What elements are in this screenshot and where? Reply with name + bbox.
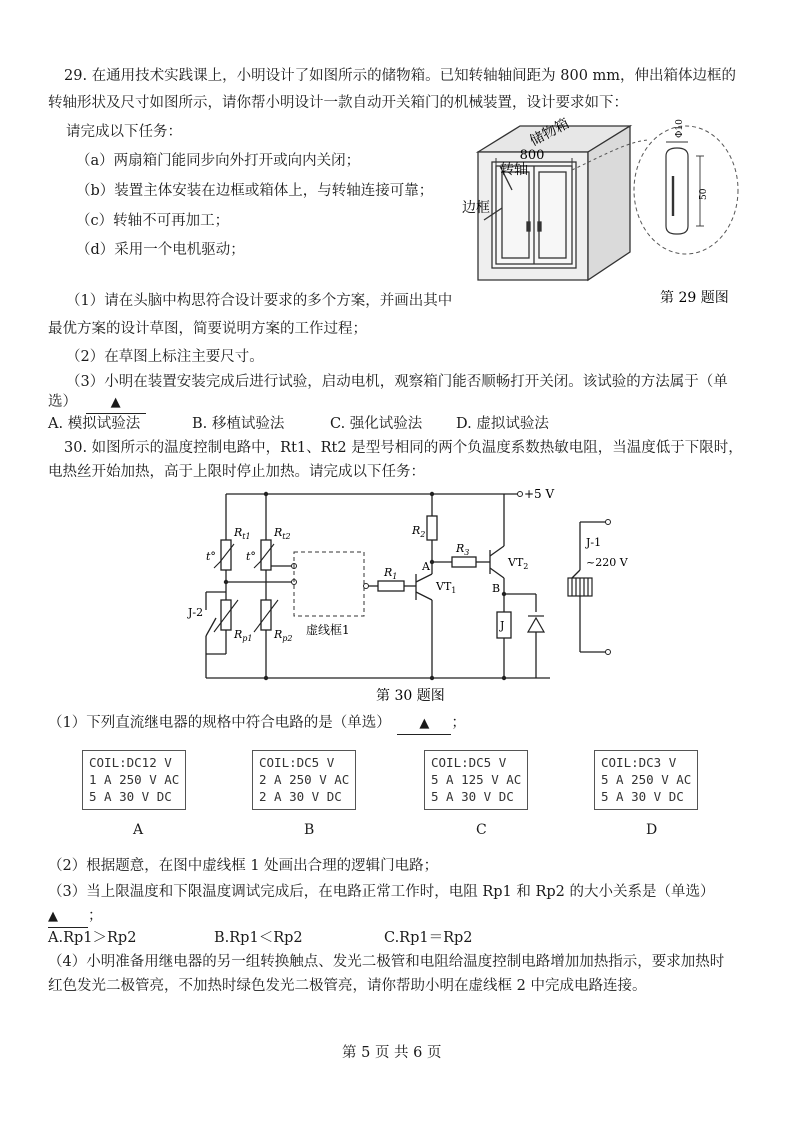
dim-50: 50 (699, 188, 709, 200)
dim-800: 800 (519, 148, 545, 163)
node-a-label: A (422, 560, 430, 573)
t-mark-1: t° (206, 550, 216, 563)
relay-letter-b: B (304, 822, 315, 838)
relay-spec-a: COIL:DC12 V 1 A 250 V AC 5 A 30 V DC (82, 750, 186, 810)
answer-blank: ▲ (86, 393, 146, 414)
rt2-label: $R_{t2}$ (274, 526, 291, 541)
shaft-detail (666, 142, 704, 234)
q30-line1: 30. 如图所示的温度控制电路中，Rt1、Rt2 是型号相同的两个负温度系数热敏电阻，当温度低于下限时， (64, 440, 743, 456)
r1-label: $R_1$ (384, 566, 398, 581)
q29-task3-line2: 选） ▲ (48, 392, 146, 414)
j1-label: J-1 (586, 536, 602, 549)
fig29-caption: 第 29 题图 (660, 290, 729, 306)
q30-task4-line1: （4）小明准备用继电器的另一组转换触点、发光二极管和电阻给温度控制电路增加加热指示，要求加热时 (48, 954, 725, 970)
dim-phi: Φ10 (675, 119, 685, 138)
r3-label: $R_3$ (456, 542, 470, 557)
component-marks (214, 534, 496, 632)
relay-spec-d: COIL:DC3 V 5 A 250 V AC 5 A 30 V DC (594, 750, 698, 810)
vt1-label: $VT_1$ (436, 580, 457, 595)
circuit-diagram (190, 482, 630, 704)
q29-req-a: （a）两扇箱门能同步向外打开或向内关闭； (76, 153, 361, 169)
box-label: 储物箱 (527, 115, 572, 150)
q30-task1: （1）下列直流继电器的规格中符合电路的是（单选） ▲ ； (48, 713, 466, 735)
q29-task2: （2）在草图上标注主要尺寸。 (66, 349, 264, 365)
q29-option-b: B. 移植试验法 (192, 416, 285, 432)
node-b-label: B (492, 582, 501, 595)
relay-coil-label: J (500, 619, 505, 632)
circuit-wires (206, 494, 608, 678)
q30-line2: 电热丝开始加热，高于上限时停止加热。请完成以下任务： (48, 464, 425, 480)
q30-task3-option-a: A.Rp1＞Rp2 (48, 930, 137, 946)
dashed-box-label: 虚线框1 (306, 623, 350, 637)
relay-spec-b: COIL:DC5 V 2 A 250 V AC 2 A 30 V DC (252, 750, 356, 810)
vcc-label: +5 V (524, 487, 555, 501)
q30-task3-option-b: B.Rp1＜Rp2 (214, 930, 303, 946)
ac-label: ~220 V (586, 556, 628, 569)
j2-label: J-2 (188, 606, 204, 619)
shaft-label: 转轴 (500, 162, 528, 178)
q29-task1-line2: 最优方案的设计草图，简要说明方案的工作过程； (48, 321, 367, 337)
task3-answer-blank: ▲ (48, 907, 88, 928)
resistors (221, 516, 511, 638)
storage-box-figure (460, 112, 760, 312)
rp2-label: $R_{p2}$ (274, 628, 293, 643)
relay-spec-c: COIL:DC5 V 5 A 125 V AC 5 A 30 V DC (424, 750, 528, 810)
dashed-box-1 (294, 552, 364, 616)
q30-task4-line2: 红色发光二极管亮，不加热时绿色发光二极管亮，请你帮助小明在虚线框 2 中完成电路连接。 (48, 978, 647, 994)
q29-req-c: （c）转轴不可再加工； (76, 213, 230, 229)
q29-task1-line1: （1）请在头脑中构思符合设计要求的多个方案，并画出其中 (66, 293, 453, 309)
q29-option-c: C. 强化试验法 (330, 416, 423, 432)
rt1-label: $R_{t1}$ (234, 526, 251, 541)
q29-req-d: （d）采用一个电机驱动； (76, 242, 245, 258)
relay-letter-c: C (476, 822, 487, 838)
q30-task3-line1: （3）当上限温度和下限温度调试完成后，在电路正常工作时，电阻 Rp1 和 Rp2 的大小关系是（单选） (48, 884, 715, 900)
q29-line2: 转轴形状及尺寸如图所示，请你帮小明设计一款自动开关箱门的机械装置，设计要求如下： (48, 95, 628, 111)
diode (528, 616, 544, 632)
relay-letter-d: D (646, 822, 658, 838)
relay-j1 (568, 578, 592, 596)
q29-option-d: D. 虚拟试验法 (456, 416, 549, 432)
q29-task-intro: 请完成以下任务： (66, 124, 182, 140)
fig30-caption: 第 30 题图 (376, 688, 445, 704)
rp1-label: $R_{p1}$ (234, 628, 253, 643)
q29-req-b: （b）装置主体安装在边框或箱体上，与转轴连接可靠； (76, 183, 434, 199)
page-footer: 第 5 页 共 6 页 (342, 1045, 442, 1061)
frame-label: 边框 (462, 200, 490, 216)
q30-task2: （2）根据题意，在图中虚线框 1 处画出合理的逻辑门电路； (48, 858, 439, 874)
r2-label: $R_2$ (412, 524, 426, 539)
q29-option-a: A. 模拟试验法 (48, 416, 141, 432)
box-body (478, 126, 630, 280)
t-mark-2: t° (246, 550, 256, 563)
q29-task3-line1: （3）小明在装置安装完成后进行试验，启动电机，观察箱门能否顺畅打开关闭。该试验的方法属于（单 (66, 374, 728, 390)
task1-answer-blank: ▲ (397, 714, 451, 735)
relay-letter-a: A (133, 822, 144, 838)
q30-task3-blank: ▲ ； (48, 906, 103, 928)
q29-line1: 29. 在通用技术实践课上，小明设计了如图所示的储物箱。已知转轴轴间距为 800 mm，伸出箱体边框的 (64, 68, 737, 84)
vt2-label: $VT_2$ (508, 556, 529, 571)
q30-task3-option-c: C.Rp1＝Rp2 (384, 930, 473, 946)
